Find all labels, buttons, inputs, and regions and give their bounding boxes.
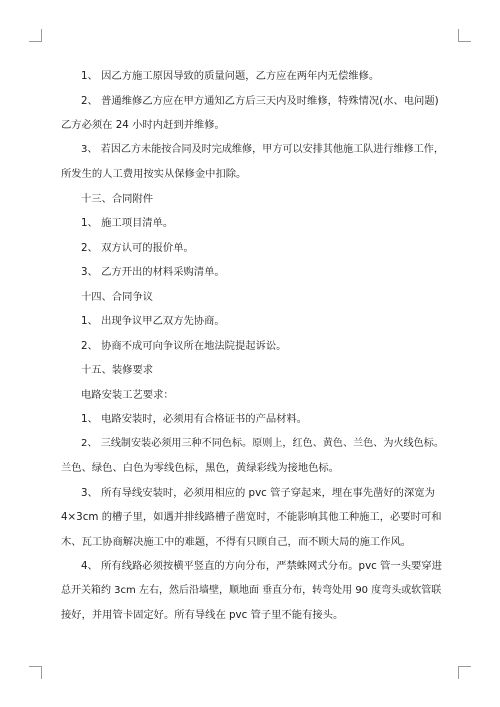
section-heading: 十三、合同附件: [81, 192, 154, 205]
text-line: 3、 所有导线安装时，必须用相应的 pvc 管子穿起来，埋在事先凿好的深宽为: [81, 486, 435, 499]
section-heading: 十五、装修要求: [81, 364, 154, 376]
text-line: 总开关箱约 3cm 左右，然后沿墙壁，顺地面 垂直分布，转弯处用 90 度弯头或软管联: [61, 584, 442, 596]
text-line: 木、瓦工协商解决施工中的难题，不得有只顾自己，而不顾大局的施工作风。: [61, 535, 412, 548]
text-line: 所发生的人工费用按实从保修金中扣除。: [61, 168, 247, 180]
document-body: [61, 64, 444, 628]
section-heading: 十四、合同争议: [81, 290, 154, 303]
text-line: 2、 协商不成可向争议所在地法院提起诉讼。: [81, 339, 287, 352]
crop-mark-top-right: [458, 29, 471, 42]
text-line: 电路安装工艺要求：: [81, 388, 174, 401]
text-line: 1、 电路安装时，必须用有合格证书的产品材料。: [81, 413, 308, 425]
text-line: 接好，并用管卡固定好。所有导线在 pvc 管子里不能有接头。: [61, 609, 344, 621]
text-line: 1、 施工项目清单。: [81, 217, 174, 229]
text-line: 1、 因乙方施工原因导致的质量问题，乙方应在两年内无偿维修。: [81, 70, 380, 82]
crop-mark-bottom-right: [458, 666, 471, 679]
text-line: 2、 普通维修乙方应在甲方通知乙方后三天内及时维修，特殊情况(水、电问题): [81, 94, 439, 107]
text-line: 3、 乙方开出的材料采购清单。: [81, 266, 225, 278]
crop-mark-bottom-left: [29, 666, 42, 679]
text-line: 1、 出现争议甲乙双方先协商。: [81, 315, 225, 327]
text-line: 2、 三线制安装必须用三种不同色标。原则上，红色、黄色、兰色、为火线色标。: [81, 437, 444, 449]
text-line: 3、 若因乙方未能按合同及时完成维修，甲方可以安排其他施工队进行维修工作，: [81, 143, 444, 155]
text-line: 4×3cm 的槽子里，如遇并排线路槽子凿宽时，不能影响其他工种施工，必要时可和: [61, 511, 442, 523]
text-line: 4、 所有线路必须按横平竖直的方向分布，严禁蛛网式分布。pvc 管一头要穿进: [81, 560, 442, 572]
text-line: 乙方必须在 24 小时内赶到并维修。: [61, 119, 225, 131]
crop-mark-top-left: [29, 29, 42, 42]
text-line: 2、 双方认可的报价单。: [81, 241, 194, 254]
text-line: 兰色、绿色、白色为零线色标，黑色，黄绿彩线为接地色标。: [61, 462, 340, 474]
